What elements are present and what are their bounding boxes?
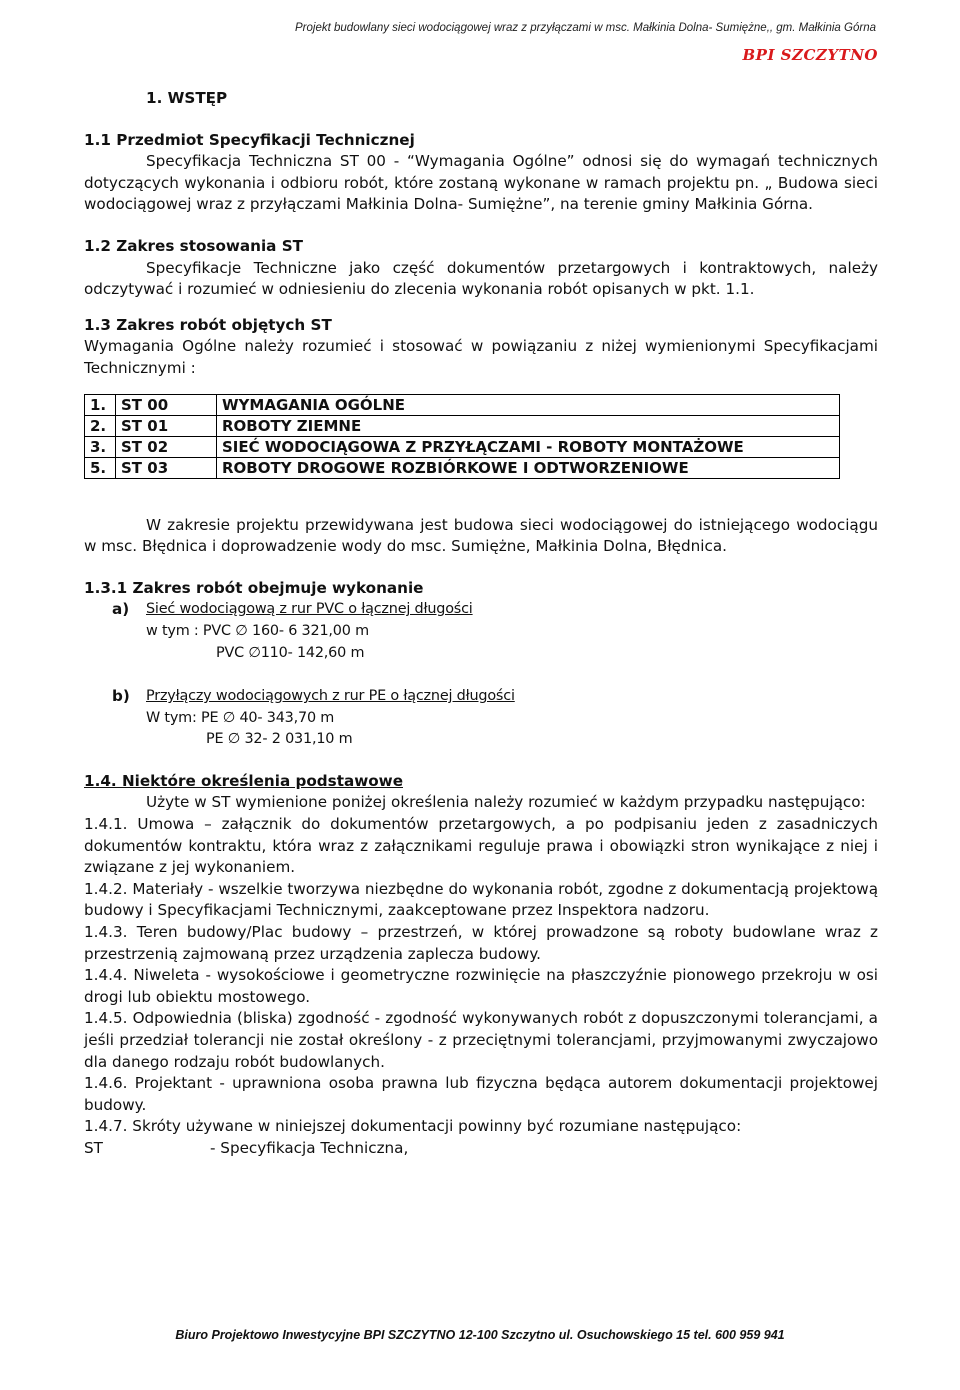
line-prefix: PVC	[216, 644, 244, 661]
definition-1-4-7: 1.4.7. Skróty używane w niniejszej dokumentacji powinny być rozumiane następująco:	[84, 1117, 742, 1136]
section-1-2-heading: 1.2 Zakres stosowania ST	[84, 236, 304, 255]
diameter-symbol: ∅	[235, 622, 248, 639]
specification-table	[84, 394, 840, 479]
diameter-symbol: ∅	[222, 709, 236, 726]
item-b-line-2	[84, 729, 878, 751]
item-a	[84, 599, 878, 621]
definition-1-4-3: 1.4.3. Teren budowy/Plac budowy – przestrzeń, w której prowadzone są roboty budowlane wraz z przestrzenią zajmowaną przez urządzenia zaplecza budowy.	[84, 923, 878, 963]
table-row	[85, 415, 840, 436]
footer-office-address: Biuro Projektowo Inwestycyjne BPI SZCZYTNO 12-100 Szczytno ul. Osuchowskiego 15 tel. 600 959 941	[175, 1328, 785, 1342]
table-cell-code: ST 00	[116, 394, 217, 415]
project-scope-text: W zakresie projektu przewidywana jest budowa sieci wodociągowej do istniejącego wodociągu w msc. Błędnica i doprowadzenie wody do msc. Sumiężne, Małkinia Dolna, Błędnica.	[84, 515, 878, 556]
item-b	[84, 686, 878, 708]
line-prefix: w tym : PVC	[146, 622, 231, 639]
section-1-heading: 1. WSTĘP	[146, 89, 228, 107]
section-1-4-intro: Użyte w ST wymienione poniżej określenia należy rozumieć w każdym przypadku następująco:	[146, 793, 866, 812]
header-project-title: Projekt budowlany sieci wodociągowej wraz z przyłączami w msc. Małkinia Dolna- Sumiężne,, gm. Małkinia Górna	[295, 22, 876, 34]
item-b-text: Przyłączy wodociągowych z rur PE o łącznej długości	[146, 688, 515, 705]
line-value: 160- 6 321,00 m	[251, 622, 369, 639]
item-a-line-1	[84, 621, 878, 643]
definition-1-4-2: 1.4.2. Materiały - wszelkie tworzywa niezbędne do wykonania robót, zgodne z dokumentacją projektową budowy i Specyfikacjami Technicznymi, zaakceptowane przez Inspektora nadzoru.	[84, 879, 878, 920]
line-prefix: PE	[206, 731, 224, 748]
definition-1-4-5: 1.4.5. Odpowiednia (bliska) zgodność - zgodność wykonywanych robót z dopuszczonymi tolerancjami, a jeśli przedział tolerancji nie został określony - z przeciętnymi tolerancjami, przyjmowanymi zwyczajowo dla danego rodzaju robót budowlanych.	[84, 1009, 878, 1071]
section-1-4-heading: 1.4. Niektóre określenia podstawowe	[84, 771, 403, 790]
table-row	[85, 394, 840, 415]
header-brand-logo: BPI SZCZYTNO	[742, 46, 878, 64]
table-cell-name: SIEĆ WODOCIĄGOWA Z PRZYŁĄCZAMI - ROBOTY MONTAŻOWE	[217, 436, 840, 457]
table-cell-code: ST 01	[116, 415, 217, 436]
table-cell-name: ROBOTY DROGOWE ROZBIÓRKOWE I ODTWORZENIOWE	[217, 457, 840, 478]
definition-1-4-4: 1.4.4. Niweleta - wysokościowe i geometryczne rozwinięcie na płaszczyźnie pionowego przekroju w osi drogi lub obiektu mostowego.	[84, 966, 878, 1006]
definition-1-4-6: 1.4.6. Projektant - uprawniona osoba prawna lub fizyczna będąca autorem dokumentacji projektowej budowy.	[84, 1074, 878, 1114]
section-1-2-text: Specyfikacje Techniczne jako część dokumentów przetargowych i kontraktowych, należy odczytywać i rozumieć w odniesieniu do zlecenia wykonania robót opisanych w pkt. 1.1.	[84, 258, 878, 299]
definition-1-4-1: 1.4.1. Umowa – załącznik do dokumentów przetargowych, a po podpisaniu jeden z zasadniczych dokumentów kontraktu, która wraz z załącznikami reguluje prawa i obowiązki stron wynikające z niej i związane z jej wykonaniem.	[84, 815, 878, 877]
diameter-symbol: ∅	[227, 731, 241, 748]
section-1-1-heading: 1.1 Przedmiot Specyfikacji Technicznej	[84, 130, 415, 149]
abbreviation-value: - Specyfikacja Techniczna,	[210, 1138, 409, 1157]
table-cell-name: ROBOTY ZIEMNE	[217, 415, 840, 436]
table-cell-name: WYMAGANIA OGÓLNE	[217, 394, 840, 415]
document-content	[84, 88, 878, 1160]
section-1-3-text: Wymagania Ogólne należy rozumieć i stosować w powiązaniu z niżej wymienionymi Specyfikacjami Technicznymi :	[84, 337, 878, 377]
table-cell-no: 2.	[85, 415, 116, 436]
table-cell-code: ST 03	[116, 457, 217, 478]
section-1-3-1-heading: 1.3.1 Zakres robót obejmuje wykonanie	[84, 578, 424, 597]
section-1-1-text: Specyfikacja Techniczna ST 00 - “Wymagania Ogólne” odnosi się do wymagań technicznych dotyczących wykonania i odbioru robót, które zostaną wykonane w ramach projektu pn. „ Budowa sieci wodociągowej wraz z przyłączami Małkinia Dolna- Sumiężne”, na terenie gminy Małkinia Górna.	[84, 152, 878, 214]
item-b-line-1	[84, 708, 878, 730]
table-cell-code: ST 02	[116, 436, 217, 457]
section-1-3-heading: 1.3 Zakres robót objętych ST	[84, 315, 332, 334]
table-cell-no: 5.	[85, 457, 116, 478]
item-a-text: Sieć wodociągową z rur PVC o łącznej długości	[146, 601, 473, 618]
table-row	[85, 436, 840, 457]
line-prefix: W tym: PE	[146, 709, 219, 726]
item-b-label: b)	[112, 687, 130, 706]
table-cell-no: 3.	[85, 436, 116, 457]
line-value: 40- 343,70 m	[239, 709, 335, 726]
abbreviation-key: ST	[84, 1138, 103, 1157]
diameter-symbol: ∅	[248, 644, 261, 661]
table-cell-no: 1.	[85, 394, 116, 415]
item-a-line-2	[84, 643, 878, 665]
table-row	[85, 457, 840, 478]
line-value: 110- 142,60 m	[260, 644, 365, 661]
item-a-label: a)	[112, 600, 130, 619]
line-value: 32- 2 031,10 m	[244, 731, 353, 748]
abbreviation-row	[84, 1138, 878, 1160]
